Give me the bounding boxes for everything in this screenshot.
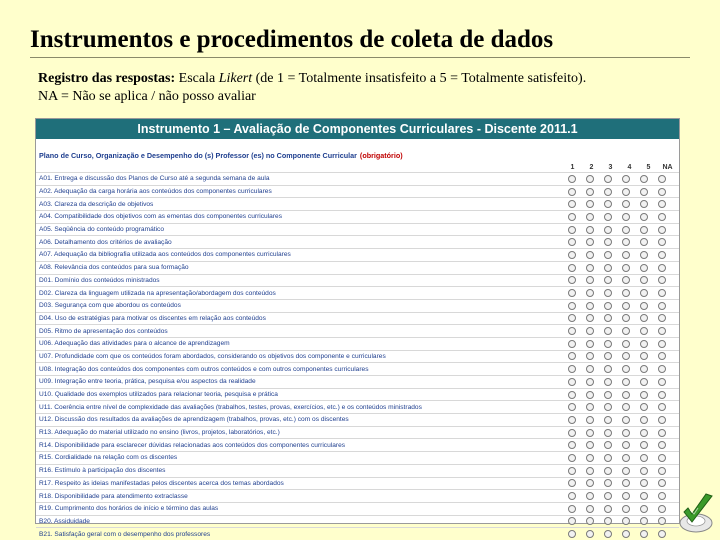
question-list (36, 172, 679, 540)
radio-option-5[interactable] (640, 238, 648, 246)
radio-option-na[interactable] (658, 492, 666, 500)
question-row (36, 210, 679, 223)
radio-option-3[interactable] (604, 213, 612, 221)
radio-option-2[interactable] (586, 327, 594, 335)
radio-option-2[interactable] (586, 492, 594, 500)
answer-options (563, 251, 671, 259)
radio-option-2[interactable] (586, 276, 594, 284)
answer-options (563, 352, 671, 360)
radio-option-3[interactable] (604, 200, 612, 208)
radio-option-5[interactable] (640, 276, 648, 284)
radio-option-4[interactable] (622, 314, 630, 322)
radio-option-1[interactable] (568, 238, 576, 246)
radio-option-3[interactable] (604, 289, 612, 297)
answer-options (563, 530, 671, 538)
question-row (36, 172, 679, 185)
radio-option-1[interactable] (568, 340, 576, 348)
radio-option-3[interactable] (604, 251, 612, 259)
answer-options (563, 378, 671, 386)
radio-option-1[interactable] (568, 492, 576, 500)
question-row (36, 489, 679, 502)
radio-option-5[interactable] (640, 391, 648, 399)
subtitle-text-before: Escala (175, 71, 219, 86)
question-text: R16. Estímulo à participação dos discentes (39, 467, 166, 475)
radio-option-4[interactable] (622, 276, 630, 284)
radio-option-2[interactable] (586, 403, 594, 411)
radio-option-5[interactable] (640, 416, 648, 424)
radio-option-3[interactable] (604, 365, 612, 373)
question-row (36, 438, 679, 451)
radio-option-3[interactable] (604, 505, 612, 513)
radio-option-5[interactable] (640, 213, 648, 221)
radio-option-2[interactable] (586, 226, 594, 234)
radio-option-na[interactable] (658, 378, 666, 386)
question-row (36, 502, 679, 515)
scale-header (36, 162, 679, 172)
radio-option-na[interactable] (658, 517, 666, 525)
radio-option-3[interactable] (604, 378, 612, 386)
answer-options (563, 188, 671, 196)
question-text: A08. Relevância dos conteúdos para sua formação (39, 264, 189, 272)
answer-options (563, 492, 671, 500)
radio-option-4[interactable] (622, 416, 630, 424)
radio-option-5[interactable] (640, 403, 648, 411)
radio-option-3[interactable] (604, 340, 612, 348)
question-row (36, 324, 679, 337)
radio-option-2[interactable] (586, 251, 594, 259)
question-row (36, 362, 679, 375)
radio-option-3[interactable] (604, 302, 612, 310)
answer-options (563, 454, 671, 462)
scale-1: 1 (570, 163, 575, 171)
radio-option-5[interactable] (640, 327, 648, 335)
question-row (36, 337, 679, 350)
subtitle-text-after: (de 1 = Totalmente insatisfeito a 5 = Totalmente satisfeito). (252, 71, 587, 86)
radio-option-na[interactable] (658, 429, 666, 437)
radio-option-5[interactable] (640, 314, 648, 322)
radio-option-3[interactable] (604, 226, 612, 234)
radio-option-1[interactable] (568, 226, 576, 234)
question-row (36, 185, 679, 198)
answer-options (563, 416, 671, 424)
question-row (36, 261, 679, 274)
radio-option-1[interactable] (568, 517, 576, 525)
radio-option-1[interactable] (568, 391, 576, 399)
radio-option-na[interactable] (658, 302, 666, 310)
radio-option-2[interactable] (586, 289, 594, 297)
question-text: R19. Cumprimento dos horários de início e término das aulas (39, 505, 219, 513)
radio-option-3[interactable] (604, 314, 612, 322)
radio-option-4[interactable] (622, 340, 630, 348)
question-row (36, 350, 679, 363)
scale-2: 2 (589, 163, 594, 171)
radio-option-1[interactable] (568, 175, 576, 183)
radio-option-2[interactable] (586, 454, 594, 462)
question-text: R14. Disponibilidade para esclarecer dúvidas relacionadas aos conteúdos dos componentes curriculares (39, 441, 346, 449)
radio-option-2[interactable] (586, 302, 594, 310)
radio-option-4[interactable] (622, 251, 630, 259)
radio-option-1[interactable] (568, 352, 576, 360)
radio-option-na[interactable] (658, 226, 666, 234)
radio-option-na[interactable] (658, 530, 666, 538)
radio-option-3[interactable] (604, 403, 612, 411)
answer-options (563, 505, 671, 513)
radio-option-4[interactable] (622, 467, 630, 475)
radio-option-2[interactable] (586, 378, 594, 386)
question-row (36, 451, 679, 464)
question-text: U08. Integração dos conteúdos dos componentes com outros conteúdos e com outros componentes curriculares (39, 365, 369, 373)
section-label: Plano de Curso, Organização e Desempenho do (s) Professor (es) no Componente Curricular (39, 151, 357, 160)
radio-option-4[interactable] (622, 226, 630, 234)
question-text: A05. Seqüência do conteúdo programático (39, 226, 165, 234)
radio-option-3[interactable] (604, 492, 612, 500)
radio-option-3[interactable] (604, 352, 612, 360)
question-row (36, 375, 679, 388)
radio-option-4[interactable] (622, 213, 630, 221)
radio-option-3[interactable] (604, 517, 612, 525)
radio-option-2[interactable] (586, 340, 594, 348)
answer-options (563, 276, 671, 284)
question-text: R17. Respeito às ideias manifestadas pelos discentes acerca dos temas abordados (39, 479, 284, 487)
question-text: R15. Cordialidade na relação com os discentes (39, 454, 178, 462)
radio-option-5[interactable] (640, 429, 648, 437)
answer-options (563, 226, 671, 234)
question-text: A03. Clareza da descrição de objetivos (39, 200, 154, 208)
question-row (36, 388, 679, 401)
radio-option-1[interactable] (568, 505, 576, 513)
question-text: B21. Satisfação geral com o desempenho dos professores (39, 530, 211, 538)
radio-option-na[interactable] (658, 289, 666, 297)
radio-option-4[interactable] (622, 352, 630, 360)
radio-option-2[interactable] (586, 530, 594, 538)
radio-option-na[interactable] (658, 264, 666, 272)
radio-option-na[interactable] (658, 251, 666, 259)
radio-option-4[interactable] (622, 429, 630, 437)
radio-option-na[interactable] (658, 416, 666, 424)
form-screenshot (35, 118, 680, 538)
question-row (36, 413, 679, 426)
radio-option-3[interactable] (604, 441, 612, 449)
radio-option-2[interactable] (586, 429, 594, 437)
radio-option-4[interactable] (622, 530, 630, 538)
radio-option-3[interactable] (604, 327, 612, 335)
question-text: A01. Entrega e discussão dos Planos de Curso até a segunda semana de aula (39, 175, 270, 183)
radio-option-1[interactable] (568, 188, 576, 196)
question-text: U11. Coerência entre nível de complexidade das avaliações (trabalhos, testes, provas, exercícios, etc.) e os conteúdos ministrados (39, 403, 422, 411)
question-text: U06. Adequação das atividades para o alcance de aprendizagem (39, 340, 230, 348)
question-text: B20. Assiduidade (39, 517, 90, 525)
radio-option-na[interactable] (658, 479, 666, 487)
form-section-title (36, 149, 679, 162)
radio-option-5[interactable] (640, 188, 648, 196)
radio-option-1[interactable] (568, 251, 576, 259)
radio-option-na[interactable] (658, 213, 666, 221)
radio-option-na[interactable] (658, 441, 666, 449)
radio-option-4[interactable] (622, 492, 630, 500)
radio-option-2[interactable] (586, 200, 594, 208)
answer-options (563, 289, 671, 297)
subtitle-label: Registro das respostas: (38, 71, 176, 86)
radio-option-5[interactable] (640, 517, 648, 525)
title-divider (30, 57, 690, 58)
form-header: Instrumento 1 – Avaliação de Componentes Curriculares - Discente 2011.1 (36, 119, 679, 139)
radio-option-2[interactable] (586, 391, 594, 399)
radio-option-1[interactable] (568, 429, 576, 437)
question-text: R13. Adequação do material utilizado no ensino (livros, projetos, laboratórios, etc.) (39, 429, 280, 437)
radio-option-2[interactable] (586, 479, 594, 487)
question-row (36, 464, 679, 477)
answer-options (563, 213, 671, 221)
scale-3: 3 (608, 163, 613, 171)
radio-option-4[interactable] (622, 479, 630, 487)
scale-4: 4 (627, 163, 632, 171)
radio-option-2[interactable] (586, 264, 594, 272)
radio-option-2[interactable] (586, 517, 594, 525)
radio-option-na[interactable] (658, 276, 666, 284)
question-text: A06. Detalhamento dos critérios de avaliação (39, 238, 172, 246)
scale-5: 5 (646, 163, 651, 171)
question-row (36, 274, 679, 287)
answer-options (563, 264, 671, 272)
radio-option-na[interactable] (658, 505, 666, 513)
question-text: D02. Clareza da linguagem utilizada na apresentação/abordagem dos conteúdos (39, 289, 276, 297)
radio-option-5[interactable] (640, 352, 648, 360)
question-row (36, 248, 679, 261)
answer-options (563, 517, 671, 525)
radio-option-1[interactable] (568, 276, 576, 284)
radio-option-3[interactable] (604, 454, 612, 462)
radio-option-5[interactable] (640, 505, 648, 513)
radio-option-na[interactable] (658, 365, 666, 373)
answer-options (563, 327, 671, 335)
radio-option-2[interactable] (586, 314, 594, 322)
radio-option-5[interactable] (640, 289, 648, 297)
radio-option-1[interactable] (568, 314, 576, 322)
radio-option-1[interactable] (568, 264, 576, 272)
radio-option-5[interactable] (640, 264, 648, 272)
radio-option-na[interactable] (658, 327, 666, 335)
radio-option-5[interactable] (640, 251, 648, 259)
question-text: D01. Domínio dos conteúdos ministrados (39, 276, 160, 284)
slide-title: Instrumentos e procedimentos de coleta de dados (30, 26, 554, 53)
slide-subtitle (38, 70, 698, 106)
question-row (36, 223, 679, 236)
answer-options (563, 340, 671, 348)
radio-option-na[interactable] (658, 238, 666, 246)
radio-option-4[interactable] (622, 378, 630, 386)
question-row (36, 400, 679, 413)
radio-option-2[interactable] (586, 213, 594, 221)
radio-option-3[interactable] (604, 276, 612, 284)
radio-option-2[interactable] (586, 238, 594, 246)
radio-option-3[interactable] (604, 264, 612, 272)
radio-option-5[interactable] (640, 302, 648, 310)
radio-option-3[interactable] (604, 175, 612, 183)
answer-options (563, 391, 671, 399)
radio-option-5[interactable] (640, 479, 648, 487)
question-text: R18. Disponibilidade para atendimento extraclasse (39, 492, 188, 500)
question-row (36, 299, 679, 312)
radio-option-5[interactable] (640, 200, 648, 208)
answer-options (563, 175, 671, 183)
question-text: A04. Compatibilidade dos objetivos com as ementas dos componentes curriculares (39, 213, 282, 221)
radio-option-2[interactable] (586, 365, 594, 373)
radio-option-4[interactable] (622, 188, 630, 196)
radio-option-1[interactable] (568, 416, 576, 424)
radio-option-3[interactable] (604, 188, 612, 196)
radio-option-4[interactable] (622, 238, 630, 246)
radio-option-5[interactable] (640, 340, 648, 348)
radio-option-4[interactable] (622, 302, 630, 310)
radio-option-3[interactable] (604, 467, 612, 475)
subtitle-likert: Likert (218, 71, 253, 86)
answer-options (563, 429, 671, 437)
radio-option-na[interactable] (658, 403, 666, 411)
radio-option-4[interactable] (622, 264, 630, 272)
radio-option-5[interactable] (640, 441, 648, 449)
radio-option-na[interactable] (658, 352, 666, 360)
radio-option-4[interactable] (622, 403, 630, 411)
question-text: U12. Discussão dos resultados da avaliações de aprendizagem (trabalhos, provas, etc.) com os discentes (39, 416, 349, 424)
radio-option-1[interactable] (568, 378, 576, 386)
radio-option-1[interactable] (568, 479, 576, 487)
radio-option-1[interactable] (568, 441, 576, 449)
radio-option-1[interactable] (568, 467, 576, 475)
radio-option-2[interactable] (586, 352, 594, 360)
radio-option-3[interactable] (604, 479, 612, 487)
radio-option-4[interactable] (622, 327, 630, 335)
radio-option-1[interactable] (568, 454, 576, 462)
radio-option-5[interactable] (640, 454, 648, 462)
question-row (36, 235, 679, 248)
radio-option-2[interactable] (586, 175, 594, 183)
radio-option-3[interactable] (604, 391, 612, 399)
radio-option-4[interactable] (622, 365, 630, 373)
radio-option-2[interactable] (586, 188, 594, 196)
radio-option-4[interactable] (622, 454, 630, 462)
radio-option-2[interactable] (586, 416, 594, 424)
question-text: D04. Uso de estratégias para motivar os discentes em relação aos conteúdos (39, 314, 266, 322)
question-row (36, 515, 679, 528)
radio-option-5[interactable] (640, 467, 648, 475)
radio-option-4[interactable] (622, 175, 630, 183)
radio-option-4[interactable] (622, 391, 630, 399)
radio-option-na[interactable] (658, 314, 666, 322)
question-row (36, 197, 679, 210)
answer-options (563, 479, 671, 487)
radio-option-4[interactable] (622, 289, 630, 297)
answer-options (563, 302, 671, 310)
section-required: (obrigatório) (359, 151, 403, 160)
question-text: U09. Integração entre teoria, prática, pesquisa e/ou aspectos da realidade (39, 378, 256, 386)
answer-options (563, 441, 671, 449)
radio-option-5[interactable] (640, 492, 648, 500)
question-text: D05. Ritmo de apresentação dos conteúdos (39, 327, 168, 335)
radio-option-1[interactable] (568, 213, 576, 221)
question-row (36, 426, 679, 439)
radio-option-na[interactable] (658, 454, 666, 462)
radio-option-na[interactable] (658, 188, 666, 196)
question-row (36, 286, 679, 299)
radio-option-5[interactable] (640, 378, 648, 386)
radio-option-5[interactable] (640, 226, 648, 234)
radio-option-3[interactable] (604, 238, 612, 246)
radio-option-1[interactable] (568, 302, 576, 310)
question-row (36, 312, 679, 325)
radio-option-1[interactable] (568, 403, 576, 411)
radio-option-1[interactable] (568, 530, 576, 538)
radio-option-na[interactable] (658, 340, 666, 348)
question-text: U10. Qualidade dos exemplos utilizados para relacionar teoria, pesquisa e prática (39, 391, 278, 399)
radio-option-5[interactable] (640, 175, 648, 183)
radio-option-3[interactable] (604, 429, 612, 437)
radio-option-4[interactable] (622, 441, 630, 449)
radio-option-3[interactable] (604, 530, 612, 538)
radio-option-2[interactable] (586, 441, 594, 449)
radio-option-4[interactable] (622, 505, 630, 513)
scale-na: NA (662, 163, 673, 171)
radio-option-1[interactable] (568, 289, 576, 297)
radio-option-4[interactable] (622, 517, 630, 525)
radio-option-1[interactable] (568, 327, 576, 335)
radio-option-na[interactable] (658, 200, 666, 208)
question-row (36, 527, 679, 540)
answer-options (563, 200, 671, 208)
radio-option-na[interactable] (658, 391, 666, 399)
question-row (36, 477, 679, 490)
question-text: U07. Profundidade com que os conteúdos foram abordados, considerando os objetivos dos componente e curriculares (39, 352, 386, 360)
subtitle-line2: NA = Não se aplica / não posso avaliar (38, 89, 256, 104)
question-text: A02. Adequação da carga horária aos conteúdos dos componentes curriculares (39, 188, 272, 196)
answer-options (563, 314, 671, 322)
question-text: D03. Segurança com que abordou os conteúdos (39, 302, 181, 310)
radio-option-2[interactable] (586, 505, 594, 513)
radio-option-5[interactable] (640, 530, 648, 538)
answer-options (563, 403, 671, 411)
question-text: A07. Adequação da bibliografia utilizada aos conteúdos dos componentes curriculares (39, 251, 291, 259)
radio-option-na[interactable] (658, 175, 666, 183)
radio-option-3[interactable] (604, 416, 612, 424)
radio-option-1[interactable] (568, 365, 576, 373)
radio-option-4[interactable] (622, 200, 630, 208)
radio-option-1[interactable] (568, 200, 576, 208)
radio-option-5[interactable] (640, 365, 648, 373)
answer-options (563, 467, 671, 475)
answer-options (563, 365, 671, 373)
radio-option-na[interactable] (658, 467, 666, 475)
radio-option-2[interactable] (586, 467, 594, 475)
answer-options (563, 238, 671, 246)
checkmark-badge-icon (676, 490, 716, 534)
